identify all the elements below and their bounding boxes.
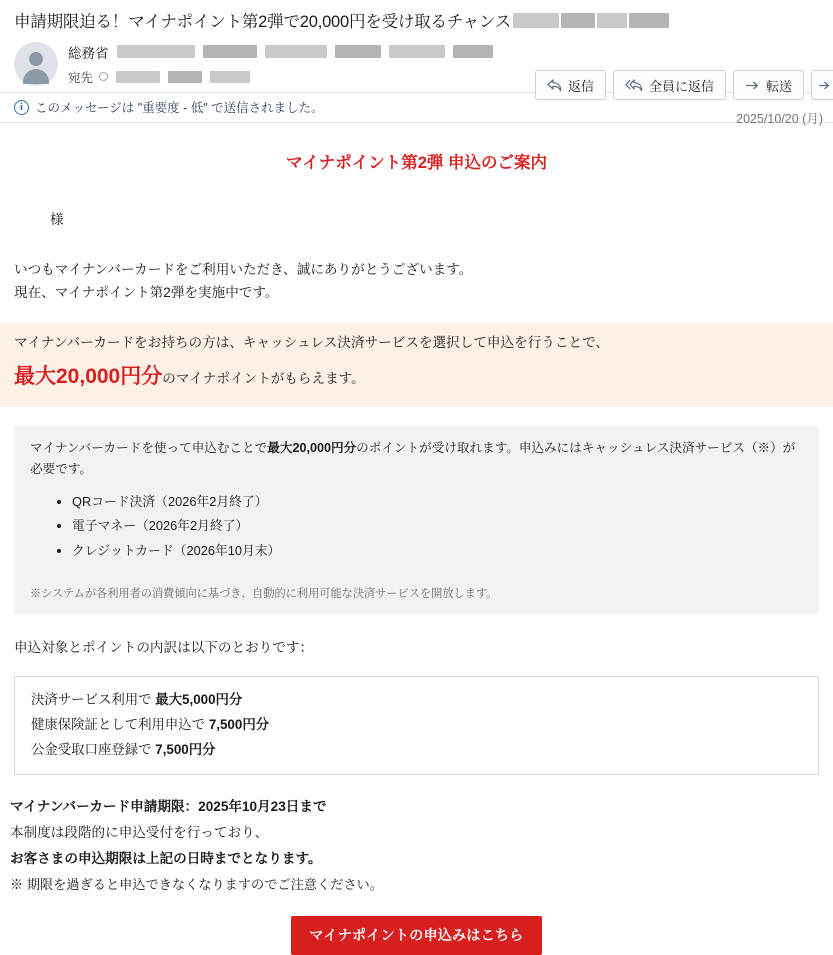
redacted-block bbox=[629, 13, 669, 28]
reply-all-button[interactable] bbox=[613, 70, 726, 100]
action-bar bbox=[528, 70, 833, 100]
cta-wrapper bbox=[0, 916, 833, 955]
subject-row bbox=[0, 6, 833, 36]
redacted-block bbox=[203, 45, 257, 58]
redacted-block bbox=[116, 71, 160, 83]
more-actions-button[interactable] bbox=[811, 70, 833, 100]
forward-button-label: 転送 bbox=[765, 78, 792, 94]
redacted-block bbox=[453, 45, 493, 58]
breakdown-value: 7,500円分 bbox=[155, 741, 216, 757]
details-note: ※システムが各利用者の消費傾向に基づき、自動的に利用可能な決済サービスを開放します。 bbox=[14, 581, 819, 615]
redacted-block bbox=[210, 71, 250, 83]
forward-icon bbox=[745, 79, 760, 92]
mail-body bbox=[0, 149, 833, 955]
reply-button-label: 返信 bbox=[567, 78, 594, 94]
breakdown-row bbox=[31, 713, 802, 738]
breakdown-label: 決済サービス利用で bbox=[31, 691, 156, 707]
overflow-icon bbox=[818, 79, 830, 92]
redacted-block bbox=[561, 13, 595, 28]
redacted-block bbox=[117, 45, 195, 58]
recipient-label: 宛先 bbox=[68, 70, 94, 85]
reply-all-button-label: 全員に返信 bbox=[648, 78, 714, 94]
redacted-block bbox=[335, 45, 381, 58]
apply-cta-button[interactable]: マイナポイントの申込みはこちら bbox=[291, 916, 541, 955]
breakdown-value: 7,500円分 bbox=[208, 716, 270, 732]
intro-line-1: いつもマイナンバーカードをご利用いただき、誠にありがとうございます。 bbox=[14, 261, 473, 277]
breakdown-lead: 申込対象とポイントの内訳は以下のとおりです： bbox=[14, 640, 314, 656]
breakdown-row bbox=[31, 688, 802, 713]
list-item: • クレジットカード（2026年10月末） bbox=[72, 540, 803, 561]
highlight-tail: のマイナポイントがもらえます。 bbox=[162, 371, 365, 386]
tail-line-2: お客さまの申込期限は上記の日時までとなります。 bbox=[10, 850, 322, 866]
forward-button[interactable] bbox=[733, 70, 804, 100]
breakdown-label: 公金受取口座登録で bbox=[31, 741, 156, 757]
avatar-head-shape bbox=[29, 52, 43, 66]
salutation: 様 bbox=[50, 211, 64, 227]
sender-line bbox=[68, 42, 823, 61]
redacted-block bbox=[597, 13, 627, 28]
recipient-avatar-icon bbox=[99, 72, 108, 81]
payment-service-list bbox=[30, 491, 803, 560]
highlight-box bbox=[0, 323, 833, 407]
details-paragraph bbox=[30, 438, 803, 480]
importance-notice-text: このメッセージは "重要度 - 低" で送信されました。 bbox=[35, 101, 324, 115]
redacted-block bbox=[389, 45, 445, 58]
tail-line-1: 本制度は段階的に申込受付を行っており、 bbox=[10, 825, 269, 841]
info-icon: i bbox=[14, 100, 29, 115]
tail-note: ※ 期限を過ぎると申込できなくなりますのでご注意ください。 bbox=[10, 876, 383, 892]
breakdown-value: 最大5,000円分 bbox=[155, 691, 243, 707]
highlight-amount: 最大20,000円分 bbox=[14, 365, 163, 388]
details-box bbox=[14, 426, 819, 581]
avatar-body-shape bbox=[23, 69, 49, 84]
details-text-bold: 最大20,000円分 bbox=[267, 440, 357, 455]
highlight-line-2 bbox=[14, 359, 819, 396]
list-item: • QRコード決済（2026年2月終了） bbox=[72, 491, 803, 512]
list-item: • 電子マネー（2026年2月終了） bbox=[72, 515, 803, 536]
sender-name: 総務省 bbox=[68, 45, 109, 61]
reply-all-icon bbox=[625, 79, 643, 92]
details-text-pre: マイナンバーカードを使って申込むことで bbox=[30, 440, 268, 455]
reply-icon bbox=[547, 79, 562, 92]
highlight-line-1: マイナンバーカードをお持ちの方は、キャッシュレス決済サービスを選択して申込を行うことで、 bbox=[14, 335, 609, 351]
received-date: 2025/10/20 (月) bbox=[736, 112, 823, 126]
breakdown-row bbox=[31, 738, 802, 763]
avatar bbox=[14, 42, 58, 86]
intro-line-2: 現在、マイナポイント第2弾を実施中です。 bbox=[14, 285, 279, 301]
deadline-text: マイナンバーカード申請期限：2025年10月23日まで bbox=[10, 799, 327, 815]
breakdown-label: 健康保険証として利用申込で bbox=[31, 716, 209, 732]
subject-text: 申請期限迫る！マイナポイント第2弾で20,000円を受け取るチャンス bbox=[14, 13, 512, 31]
redacted-block bbox=[265, 45, 327, 58]
breakdown-box bbox=[14, 676, 819, 775]
page-title: マイナポイント第2弾 申込のご案内 bbox=[286, 154, 547, 172]
reply-button[interactable] bbox=[535, 70, 606, 100]
redacted-block bbox=[168, 71, 202, 83]
details-text-post: のポイントが受け取れます。申込みにはキャッシュレス決済サービス（※）が必要です。 bbox=[30, 440, 796, 476]
redacted-block bbox=[513, 13, 559, 28]
